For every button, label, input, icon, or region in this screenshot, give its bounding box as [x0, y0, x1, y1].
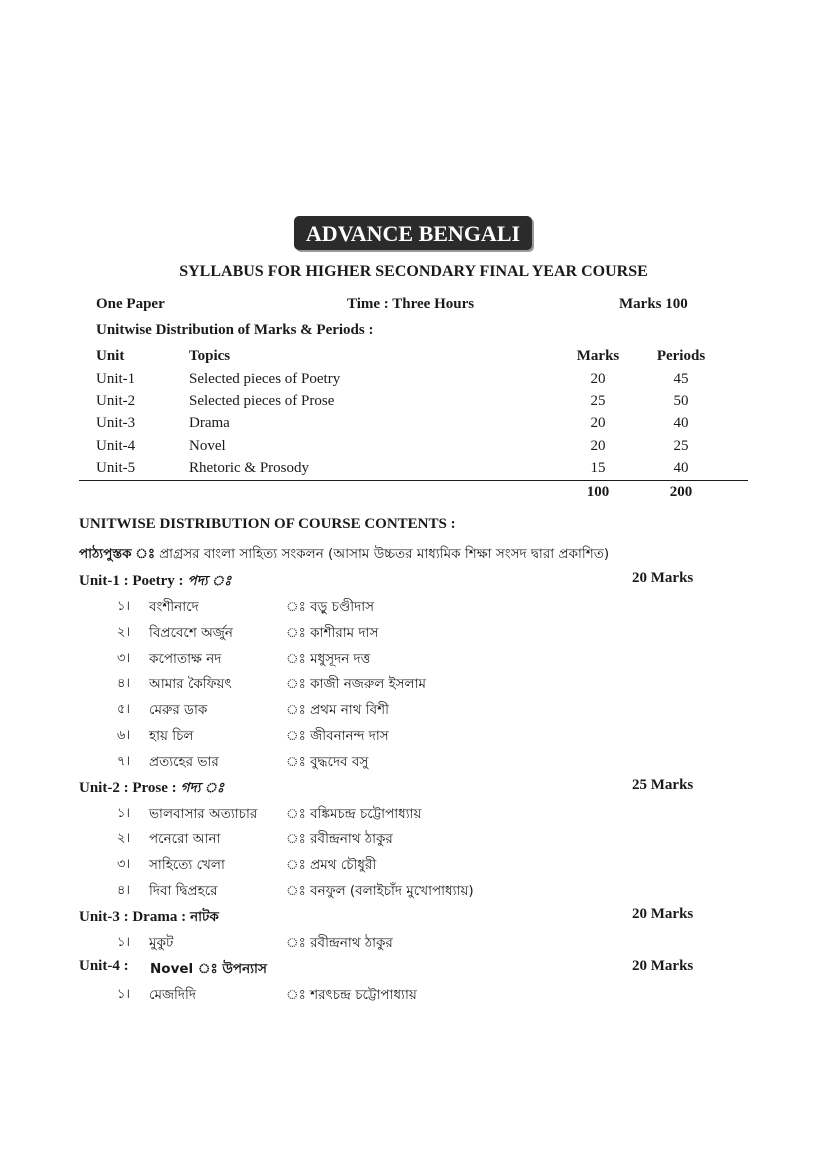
list-item-author: ঃ শরৎচন্দ্র চট্টোপাধ্যায় [286, 987, 417, 1003]
table-divider [79, 480, 748, 481]
list-item-author: ঃ রবীন্দ্রনাথ ঠাকুর [286, 831, 393, 847]
table-cell-unit: Unit-5 [96, 460, 136, 476]
list-item-title: কপোতাক্ষ নদ [149, 651, 222, 667]
list-item-author: ঃ প্রথম নাথ বিশী [286, 702, 389, 718]
list-item-number: ৩। [117, 651, 131, 666]
list-item-author: ঃ প্রমথ চৌধুরী [286, 857, 377, 873]
table-cell-topic: Selected pieces of Poetry [189, 371, 341, 387]
unit-heading: Unit-3 : Drama : নাটক [79, 909, 219, 925]
table-cell-periods: 40 [673, 460, 689, 476]
table-cell-marks: 20 [590, 438, 606, 454]
table-cell-marks: 25 [590, 393, 606, 409]
list-item-number: ১। [117, 806, 131, 821]
list-item-number: ৪। [117, 676, 131, 691]
syllabus-subtitle: SYLLABUS FOR HIGHER SECONDARY FINAL YEAR COURSE [179, 263, 648, 280]
list-item-title: ভালবাসার অত্যাচার [149, 806, 258, 822]
list-item-author: ঃ রবীন্দ্রনাথ ঠাকুর [286, 935, 393, 951]
list-item-number: ৪। [117, 883, 131, 898]
list-item-author: ঃ কাশীরাম দাস [286, 625, 379, 641]
table-cell-topic: Selected pieces of Prose [189, 393, 335, 409]
column-header-unit: Unit [96, 348, 125, 364]
list-item-author: ঃ বড়ু চণ্ডীদাস [286, 599, 375, 615]
table-cell-unit: Unit-1 [96, 371, 136, 387]
list-item-author: ঃ বনফুল (বলাইচাঁদ মুখোপাধ্যায়) [286, 883, 474, 899]
table-cell-periods: 50 [673, 393, 689, 409]
list-item-number: ২। [117, 625, 131, 640]
list-item-title: প্রত্যহের ভার [149, 754, 219, 770]
list-item-title: আমার কৈফিয়ৎ [149, 676, 232, 692]
table-total-periods: 200 [669, 484, 693, 500]
table-cell-periods: 40 [673, 415, 689, 431]
textbook-line [79, 543, 609, 566]
list-item-author: ঃ বঙ্কিমচন্দ্র চট্টোপাধ্যায় [286, 806, 422, 822]
list-item-title: বংশীনাদে [149, 599, 199, 615]
unit-marks: 25 Marks [632, 777, 694, 793]
list-item-author: ঃ কাজী নজরুল ইসলাম [286, 676, 426, 692]
table-cell-unit: Unit-3 [96, 415, 136, 431]
column-header-periods: Periods [656, 348, 706, 364]
marks-table [0, 348, 827, 498]
table-cell-topic: Drama [189, 415, 230, 431]
list-item-number: ২। [117, 831, 131, 846]
list-item-title: পনেরো আনা [149, 831, 221, 847]
column-header-marks: Marks [576, 348, 620, 364]
list-item-author: ঃ জীবনানন্দ দাস [286, 728, 389, 744]
unit-marks: 20 Marks [632, 570, 694, 586]
table-cell-topic: Novel [189, 438, 226, 454]
table-cell-topic: Rhetoric & Prosody [189, 460, 309, 476]
list-item-number: ৩। [117, 857, 131, 872]
textbook-title: প্রাগ্রসর বাংলা সাহিত্য সংকলন (আসাম উচ্চতর মাধ্যমিক শিক্ষা সংসদ দ্বারা প্রকাশিত) [159, 546, 610, 562]
list-item-number: ১। [117, 935, 131, 950]
textbook-label: পাঠ্যপুস্তক ঃ [79, 546, 156, 562]
table-cell-unit: Unit-4 [96, 438, 136, 454]
table-total-marks: 100 [586, 484, 610, 500]
list-item-title: হায় চিল [149, 728, 194, 744]
list-item-title: মেজদিদি [149, 987, 196, 1003]
distribution-heading: Unitwise Distribution of Marks & Periods : [96, 322, 374, 338]
list-item-title: সাহিত্যে খেলা [149, 857, 225, 873]
table-cell-marks: 20 [590, 415, 606, 431]
unit-heading: Unit-4 : [79, 958, 129, 974]
unit-marks: 20 Marks [632, 906, 694, 922]
list-item-author: ঃ বুদ্ধদেব বসু [286, 754, 369, 770]
list-item-title: মুকুট [149, 935, 174, 951]
list-item-title: বিপ্রবেশে অর্জুন [149, 625, 233, 641]
unit-heading: Unit-2 : Prose : গদ্য ঃ [79, 780, 225, 796]
table-cell-periods: 25 [673, 438, 689, 454]
paper-time: Time : Three Hours [347, 296, 475, 312]
list-item-author: ঃ মধুসূদন দত্ত [286, 651, 371, 667]
course-contents-heading: UNITWISE DISTRIBUTION OF COURSE CONTENTS : [79, 516, 456, 532]
list-item-number: ১। [117, 987, 131, 1002]
table-cell-marks: 15 [590, 460, 606, 476]
table-cell-marks: 20 [590, 371, 606, 387]
list-item-number: ৫। [117, 702, 131, 717]
table-cell-unit: Unit-2 [96, 393, 136, 409]
list-item-number: ৬। [117, 728, 131, 743]
table-cell-periods: 45 [673, 371, 689, 387]
page-title: ADVANCE BENGALI [294, 216, 532, 250]
paper-count: One Paper [96, 296, 165, 312]
list-item-title: দিবা দ্বিপ্রহরে [149, 883, 218, 899]
list-item-title: মেরুর ডাক [149, 702, 208, 718]
unit-heading: Unit-1 : Poetry : পদ্য ঃ [79, 573, 232, 589]
list-item-number: ১। [117, 599, 131, 614]
paper-marks: Marks 100 [619, 296, 688, 312]
unit-heading-subtitle: Novel ঃ উপন্যাস [150, 961, 267, 977]
list-item-number: ৭। [117, 754, 131, 769]
unit-marks: 20 Marks [632, 958, 694, 974]
column-header-topics: Topics [189, 348, 231, 364]
